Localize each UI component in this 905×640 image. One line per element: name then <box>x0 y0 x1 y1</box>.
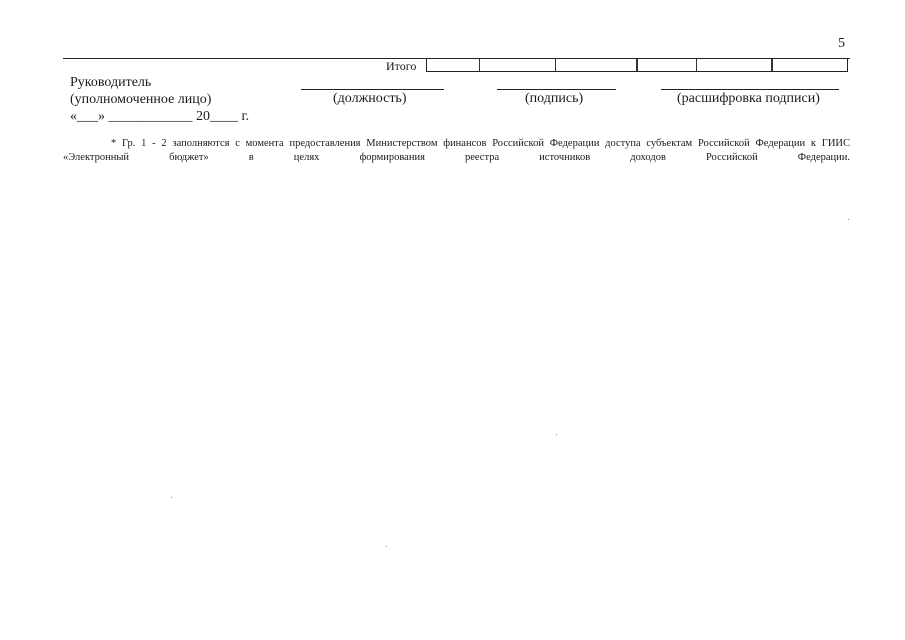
scan-speck <box>848 219 849 220</box>
date-line <box>70 109 249 125</box>
footnote: * Гр. 1 - 2 заполняются с момента предоставления Министерством финансов Российской Федерации доступа субъектам Российской Федерации к ГИИС «Электронный бюджет» в целях формирования реестра источников доходов Российской Федерации. <box>63 138 850 163</box>
decoding-line <box>661 89 839 90</box>
signature-line <box>497 89 616 90</box>
date-close-quote: » <box>98 109 105 124</box>
position-line <box>301 89 444 90</box>
date-year-blank: ____ <box>210 109 238 124</box>
date-day-blank: ___ <box>77 109 98 124</box>
position-caption: (должность) <box>333 91 407 106</box>
total-cell <box>427 59 480 71</box>
signature-caption: (подпись) <box>525 91 584 106</box>
scan-speck <box>171 497 172 498</box>
total-cell <box>480 59 556 71</box>
total-row-label: Итого <box>386 59 417 73</box>
total-cell <box>556 59 638 71</box>
total-cell <box>773 59 847 71</box>
decoding-caption: (расшифровка подписи) <box>677 91 820 106</box>
date-year-suffix: г. <box>241 109 250 124</box>
date-open-quote: « <box>70 109 77 124</box>
total-cell <box>697 59 772 71</box>
signatory-role-note: (уполномоченное лицо) <box>70 92 212 107</box>
scan-speck <box>386 546 387 547</box>
total-cell <box>638 59 697 71</box>
scan-speck <box>556 434 557 435</box>
date-year-prefix: 20 <box>196 109 210 124</box>
signatory-role: Руководитель <box>70 75 152 90</box>
date-month-blank: ____________ <box>108 109 193 124</box>
page-number: 5 <box>838 36 845 51</box>
total-row-cells <box>426 58 848 72</box>
